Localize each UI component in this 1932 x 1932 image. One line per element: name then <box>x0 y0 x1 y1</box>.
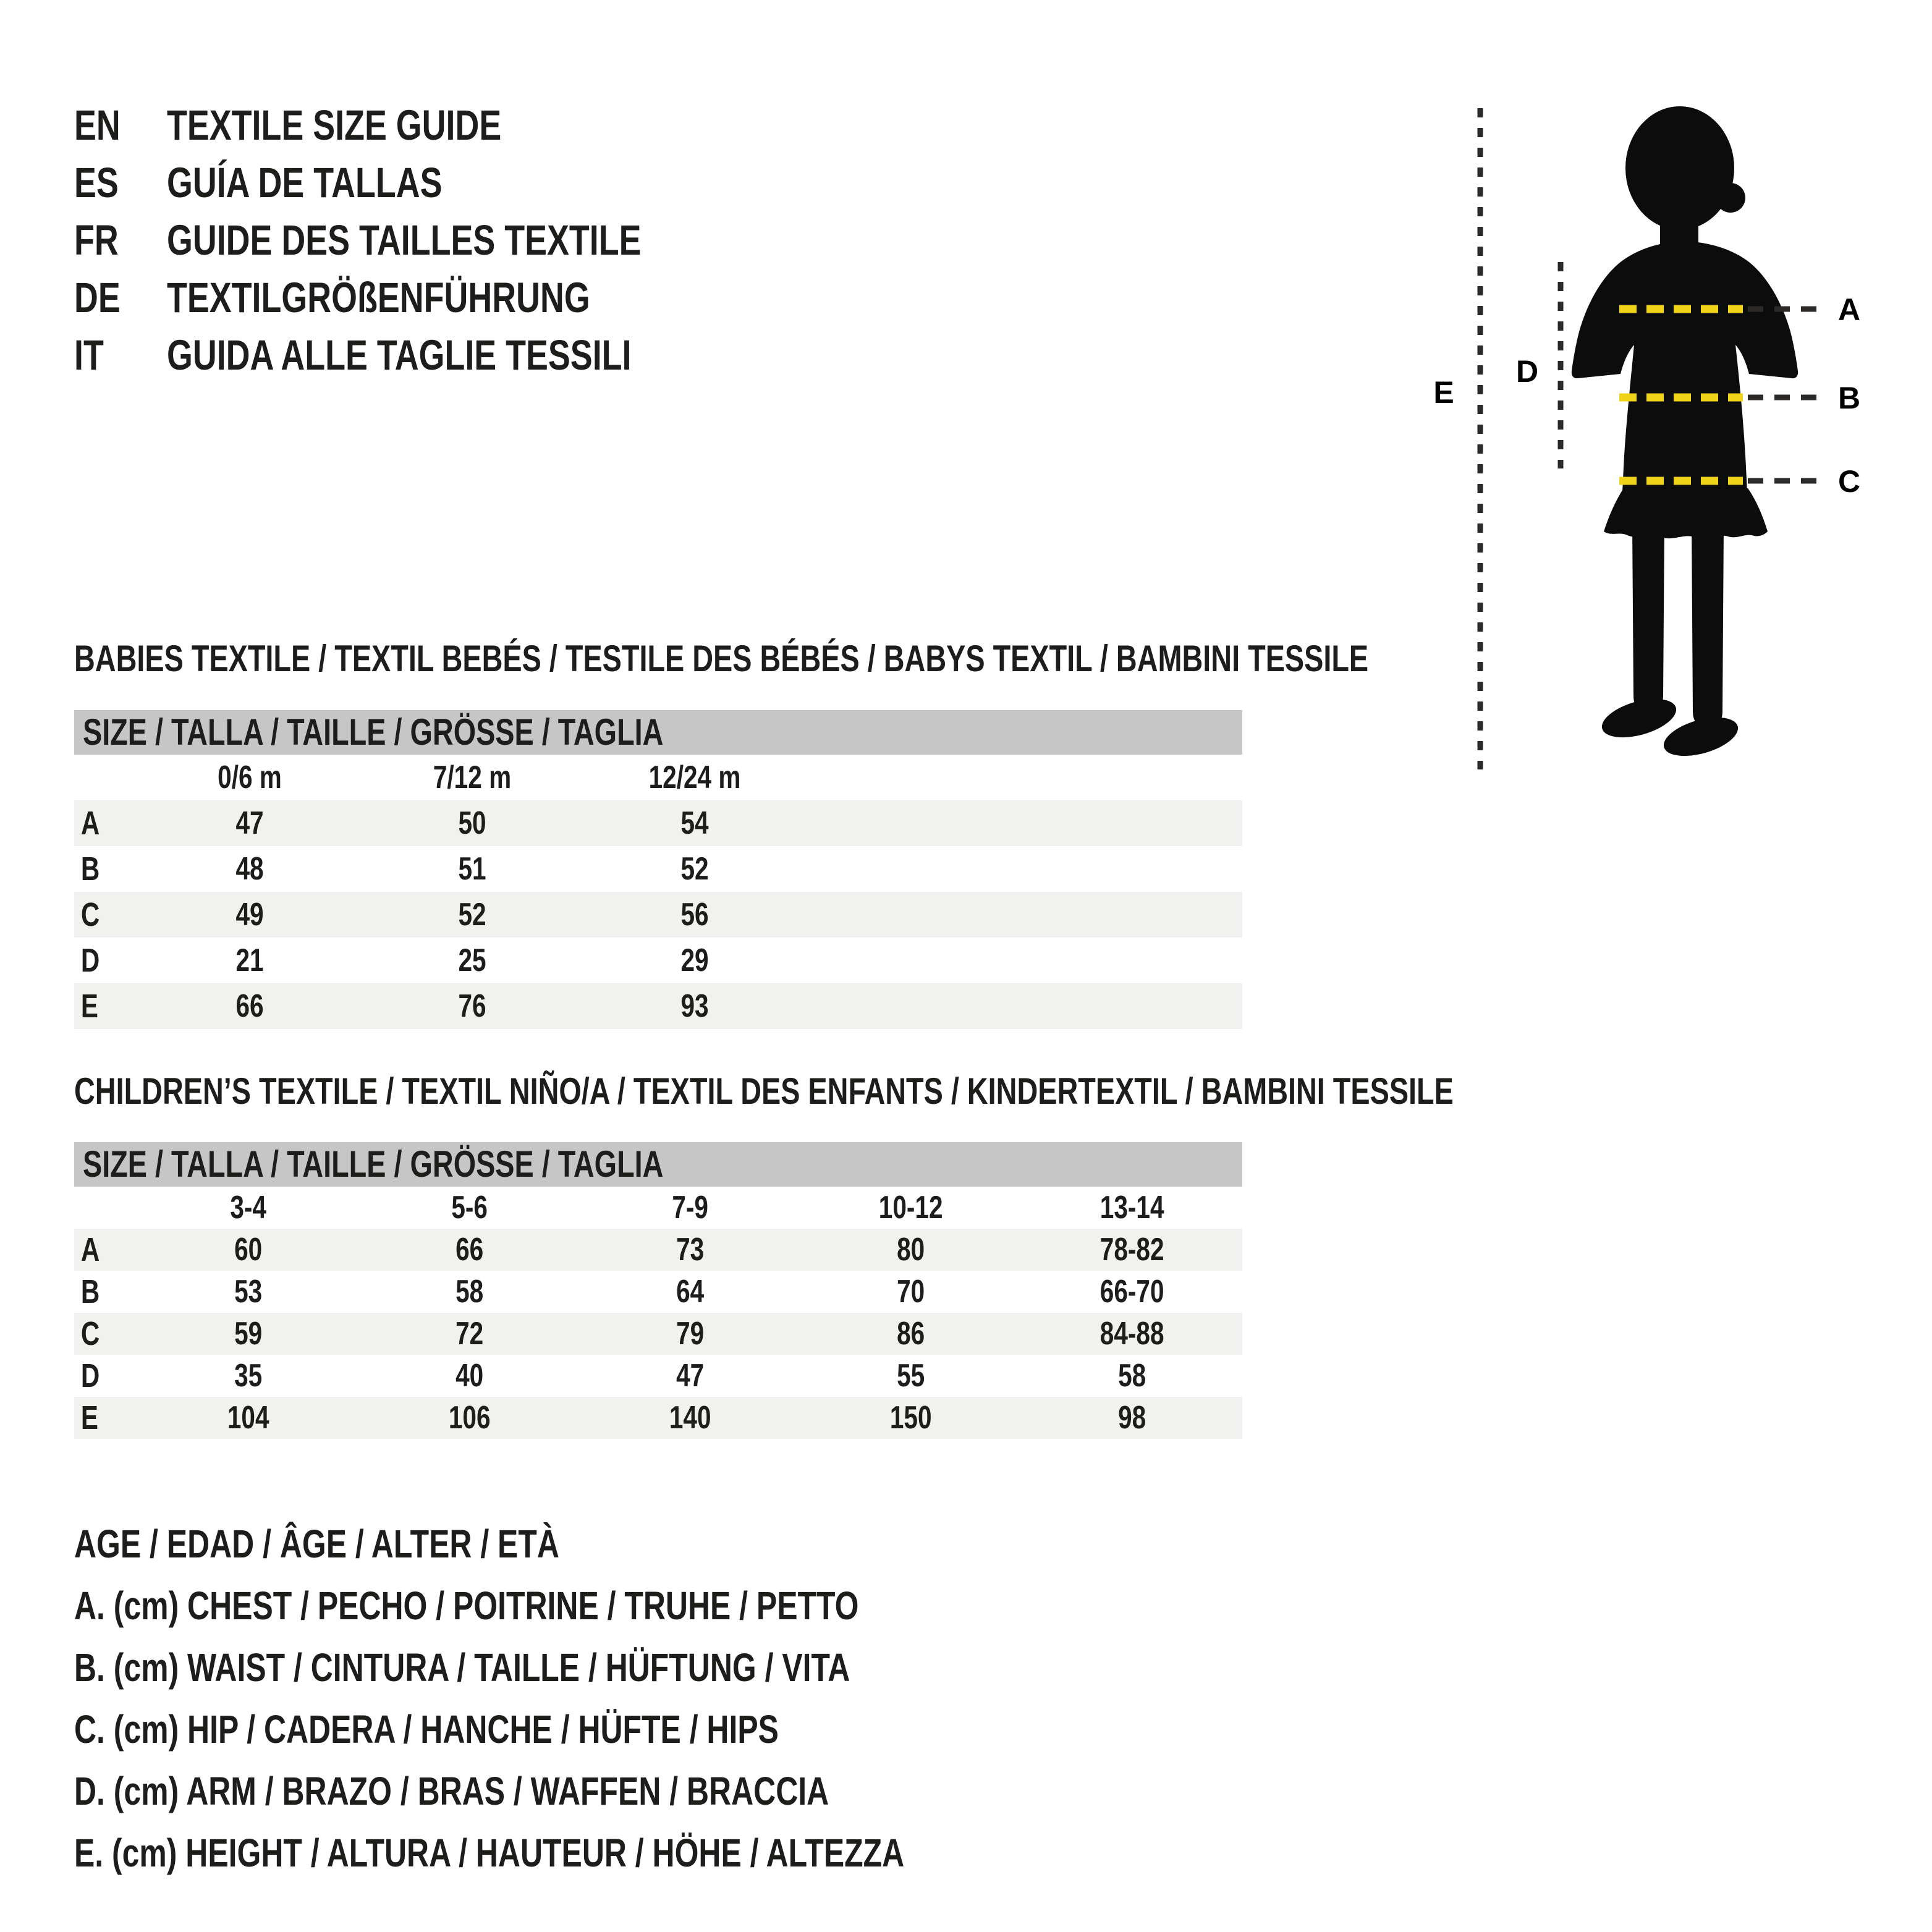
language-row-en <box>74 96 775 154</box>
size-value-cell: 35 <box>234 1358 263 1394</box>
row-label: A <box>80 805 100 842</box>
legend-hip: C. (cm) HIP / CADERA / HANCHE / HÜFTE / HIPS <box>74 1707 779 1752</box>
arm-label: D <box>1515 354 1539 389</box>
table-row <box>74 800 1242 846</box>
table-row <box>74 983 1242 1029</box>
table-row <box>74 938 1242 983</box>
table-row <box>74 892 1242 938</box>
size-value-cell: 51 <box>458 851 486 887</box>
row-label: E <box>80 1399 99 1436</box>
table-header-row <box>74 1187 1242 1229</box>
size-value-cell: 21 <box>235 943 264 978</box>
size-value-cell: 40 <box>455 1358 483 1394</box>
legend-arm: D. (cm) ARM / BRAZO / BRAS / WAFFEN / BRACCIA <box>74 1769 829 1813</box>
language-title: GUIDA ALLE TAGLIE TESSILI <box>167 331 632 379</box>
size-value-cell: 52 <box>458 897 486 933</box>
row-label: B <box>80 1273 100 1310</box>
table-row <box>74 1355 1242 1397</box>
table-row <box>74 1313 1242 1355</box>
table-row <box>74 1397 1242 1439</box>
size-value-cell: 47 <box>235 805 264 841</box>
column-header: 13-14 <box>1099 1190 1164 1226</box>
size-value-cell: 66 <box>235 988 264 1024</box>
size-value-cell: 78-82 <box>1099 1232 1164 1268</box>
chest-label: A <box>1837 292 1861 327</box>
column-header: 0/6 m <box>218 760 282 795</box>
size-value-cell: 58 <box>455 1274 483 1310</box>
row-label: A <box>80 1231 100 1268</box>
waist-label: B <box>1837 381 1861 415</box>
size-header-label: SIZE / TALLA / TAILLE / GRÖSSE / TAGLIA <box>83 1143 664 1185</box>
language-row-es <box>74 154 775 211</box>
size-value-cell: 58 <box>1117 1358 1146 1394</box>
size-value-cell: 60 <box>234 1232 263 1268</box>
babies-size-table <box>74 710 1242 1029</box>
size-value-cell: 55 <box>897 1358 925 1394</box>
size-value-cell: 104 <box>227 1400 269 1436</box>
language-code: IT <box>74 331 104 379</box>
table-row <box>74 1229 1242 1271</box>
row-label: D <box>80 942 100 979</box>
size-header-bar <box>74 1142 1242 1187</box>
size-value-cell: 73 <box>676 1232 705 1268</box>
size-value-cell: 70 <box>897 1274 925 1310</box>
legend-age: AGE / EDAD / ÂGE / ALTER / ETÀ <box>74 1522 559 1566</box>
size-value-cell: 84-88 <box>1099 1316 1164 1352</box>
size-value-cell: 50 <box>458 805 486 841</box>
table-header-row <box>74 755 1242 800</box>
children-section-heading: CHILDREN’S TEXTILE / TEXTIL NIÑO/A / TEXTIL DES ENFANTS / KINDERTEXTIL / BAMBINI TESSILE <box>74 1070 1454 1112</box>
size-value-cell: 49 <box>235 897 264 933</box>
size-value-cell: 66-70 <box>1099 1274 1164 1310</box>
language-code: FR <box>74 216 119 264</box>
language-row-it <box>74 326 775 384</box>
row-label: E <box>80 988 99 1025</box>
babies-section-heading: BABIES TEXTILE / TEXTIL BEBÉS / TESTILE DES BÉBÉS / BABYS TEXTIL / BAMBINI TESSILE <box>74 638 1369 679</box>
hip-label: C <box>1837 464 1861 499</box>
measurement-legend <box>74 1513 1138 1884</box>
size-value-cell: 56 <box>680 897 709 933</box>
size-value-cell: 150 <box>890 1400 932 1436</box>
language-title: GUÍA DE TALLAS <box>167 159 443 206</box>
row-label: D <box>80 1357 100 1394</box>
height-label: E <box>1433 375 1454 410</box>
language-row-fr <box>74 211 775 269</box>
size-value-cell: 76 <box>458 988 486 1024</box>
size-value-cell: 72 <box>455 1316 483 1352</box>
children-size-table <box>74 1142 1242 1439</box>
size-value-cell: 66 <box>455 1232 483 1268</box>
size-value-cell: 64 <box>676 1274 705 1310</box>
legend-height: E. (cm) HEIGHT / ALTURA / HAUTEUR / HÖHE / ALTEZZA <box>74 1831 905 1875</box>
size-value-cell: 80 <box>897 1232 925 1268</box>
size-value-cell: 98 <box>1117 1400 1146 1436</box>
size-value-cell: 106 <box>448 1400 491 1436</box>
language-code: DE <box>74 274 121 321</box>
column-header: 5-6 <box>451 1190 488 1226</box>
language-row-de <box>74 269 775 326</box>
language-title: GUIDE DES TAILLES TEXTILE <box>167 216 642 264</box>
size-value-cell: 53 <box>234 1274 263 1310</box>
column-header: 10-12 <box>879 1190 943 1226</box>
language-code: EN <box>74 101 121 149</box>
size-value-cell: 47 <box>676 1358 705 1394</box>
size-value-cell: 48 <box>235 851 264 887</box>
column-header: 12/24 m <box>648 760 741 795</box>
column-header: 3-4 <box>230 1190 267 1226</box>
row-label: C <box>80 896 100 933</box>
row-label: C <box>80 1315 100 1352</box>
size-value-cell: 54 <box>680 805 709 841</box>
legend-waist: B. (cm) WAIST / CINTURA / TAILLE / HÜFTUNG / VITA <box>74 1645 850 1690</box>
size-value-cell: 86 <box>897 1316 925 1352</box>
size-value-cell: 79 <box>676 1316 705 1352</box>
size-header-label: SIZE / TALLA / TAILLE / GRÖSSE / TAGLIA <box>83 711 664 753</box>
table-row <box>74 846 1242 892</box>
row-label: B <box>80 850 100 888</box>
column-header: 7-9 <box>672 1190 708 1226</box>
language-code: ES <box>74 159 119 206</box>
language-title: TEXTILGRÖßENFÜHRUNG <box>167 274 590 321</box>
size-value-cell: 29 <box>680 943 709 978</box>
size-value-cell: 93 <box>680 988 709 1024</box>
language-title-list <box>74 96 775 384</box>
table-row <box>74 1271 1242 1313</box>
size-value-cell: 25 <box>458 943 486 978</box>
size-header-bar <box>74 710 1242 755</box>
language-title: TEXTILE SIZE GUIDE <box>167 101 502 149</box>
size-value-cell: 52 <box>680 851 709 887</box>
legend-chest: A. (cm) CHEST / PECHO / POITRINE / TRUHE / PETTO <box>74 1583 859 1628</box>
size-value-cell: 59 <box>234 1316 263 1352</box>
size-value-cell: 140 <box>669 1400 711 1436</box>
column-header: 7/12 m <box>433 760 512 795</box>
